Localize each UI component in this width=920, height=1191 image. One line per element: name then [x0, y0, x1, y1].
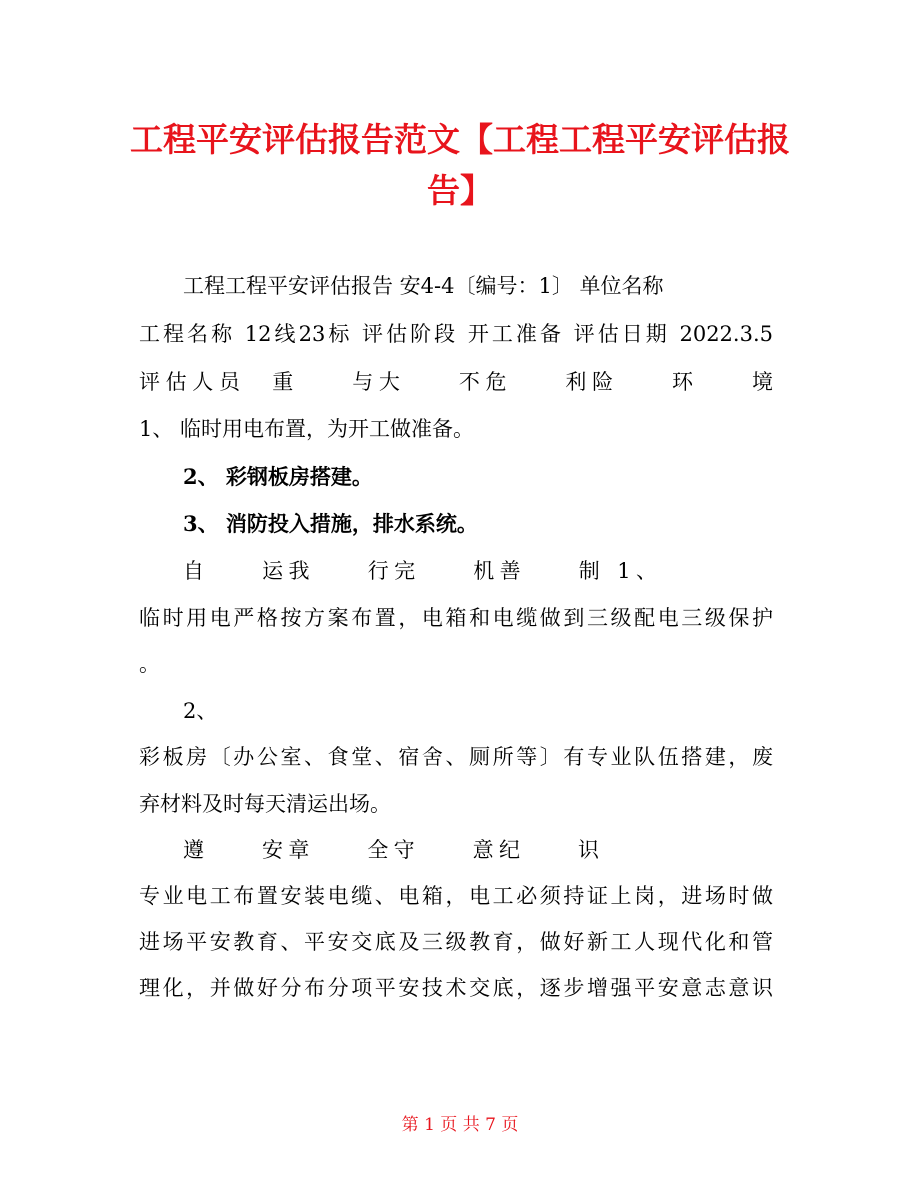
item-3-line: 3、 消防投入措施，排水系统。 [183, 511, 478, 536]
measures-heading-line: 自 运我 行完 机善 制 1、 [183, 559, 657, 583]
measure-2-line: 彩板房〔办公室、食堂、宿舍、厕所等〕有专业队伍搭建，废 [139, 745, 773, 769]
compliance-line-1: 专业电工布置安装电缆、电箱，电工必须持证上岗，进场时做 [139, 884, 773, 908]
measure-2-end-line: 弃材料及时每天清运出场。 [139, 792, 391, 816]
page-number-footer: 第 1 页 共 7 页 [401, 1115, 519, 1135]
compliance-line-3: 理化，并做好分布分项平安技术交底，逐步增强平安意志意识 [139, 976, 773, 1000]
compliance-heading-line: 遵 安章 全守 意纪 识 [183, 838, 599, 862]
project-info-line: 工程名称 12线23标 评估阶段 开工准备 评估日期 2022.3.5 [139, 322, 773, 346]
measure-1-end-line: 。 [139, 652, 160, 676]
document-title-line-1: 工程平安评估报告范文【工程工程平安评估报 [130, 120, 790, 159]
document-title-line-2: 告】 [427, 171, 493, 210]
assessor-line: 评估人员 重 与大 不危 利险 环 境 [139, 370, 773, 394]
report-header-line: 工程工程平安评估报告 安4-4〔编号：1〕 单位名称 [183, 274, 664, 298]
item-2-line: 2、 彩钢板房搭建。 [183, 464, 373, 489]
item-1-line: 1、 临时用电布置，为开工做准备。 [139, 417, 475, 441]
measure-1-line: 临时用电严格按方案布置，电箱和电缆做到三级配电三级保护 [139, 606, 773, 630]
compliance-line-2: 进场平安教育、平安交底及三级教育，做好新工人现代化和管 [139, 930, 773, 954]
measure-2-number: 2、 [183, 699, 218, 723]
